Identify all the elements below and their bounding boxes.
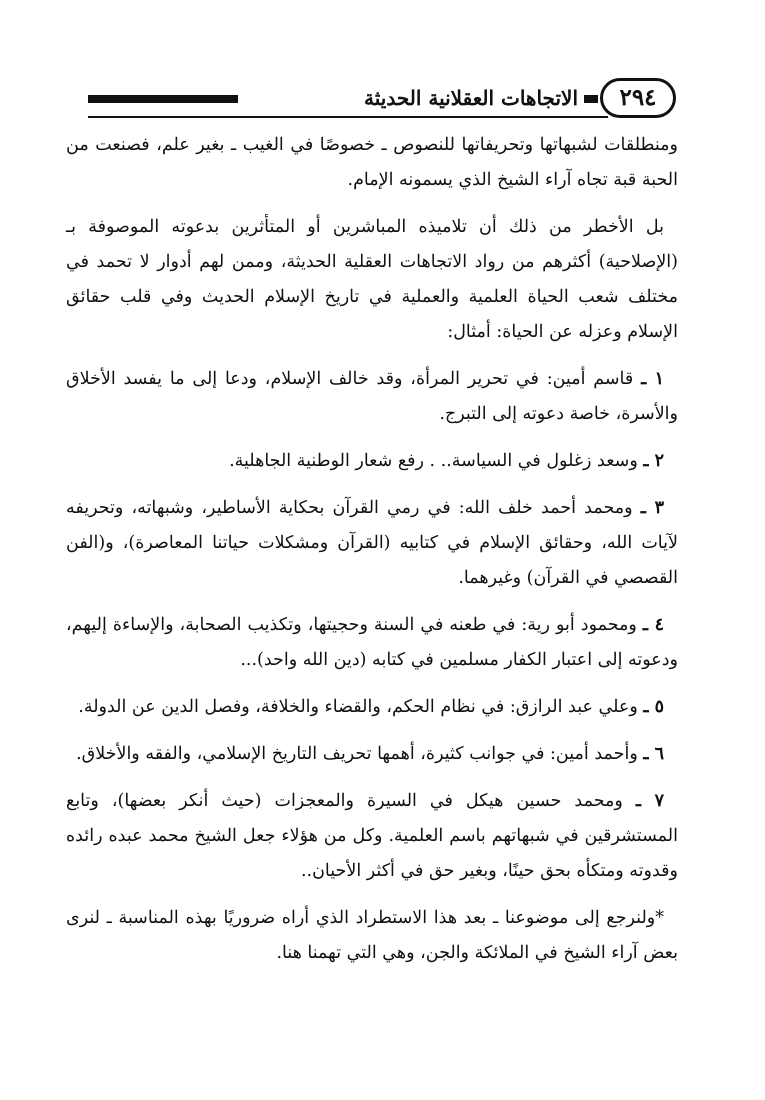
list-number: ١ ـ (641, 369, 664, 389)
header-ornament-left (88, 95, 238, 103)
list-text: ومحمد حسين هيكل في السيرة والمعجزات (حيث أنكر بعضها)، وتابع المستشرقين في شبهاتهم باسم العلمية. وكل من هؤلاء جعل الشيخ محمد عبده رائده وقدوته ومتكأه بحق حينًا، وبغير حق في أكثر الأحيان.. (66, 791, 678, 881)
list-text: ومحمد أحمد خلف الله: في رمي القرآن بحكاية الأساطير، وشبهاته، وتحريفه لآيات الله، وحقائق الإسلام في كتابيه (القرآن ومشكلات حياتنا المعاصرة)، و(الفن القصصي في القرآن) وغيرهما. (66, 498, 678, 588)
list-text: ومحمود أبو رية: في طعنه في السنة وحجيتها، وتكذيب الصحابة، والإساءة إليهم، ودعوته إلى اعتبار الكفار مسلمين في كتابه (دين الله واحد)... (66, 615, 678, 670)
list-number: ٢ ـ (643, 451, 664, 471)
paragraph-closing: *ولنرجع إلى موضوعنا ـ بعد هذا الاستطراد الذي أراه ضروريًا بهذه المناسبة ـ لنرى بعض آراء الشيخ في الملائكة والجن، وهي التي تهمنا هنا. (66, 908, 678, 963)
list-item (66, 444, 678, 479)
list-item (66, 784, 678, 889)
paragraph-continuation: ومنطلقات لشبهاتها وتحريفاتها للنصوص ـ خصوصًا في الغيب ـ بغير علم، فصنعت من الحبة قبة تجاه آراء الشيخ الذي يسمونه الإمام. (66, 135, 678, 190)
page-header (88, 78, 680, 120)
running-title: الاتجاهات العقلانية الحديثة (364, 86, 578, 110)
header-ornament-right (584, 95, 598, 103)
page-number: ٢٩٤ (600, 78, 676, 118)
list-number: ٤ ـ (642, 615, 664, 635)
list-item (66, 690, 678, 725)
header-rule (88, 116, 608, 118)
list-item (66, 491, 678, 596)
list-number: ٧ ـ (635, 791, 664, 811)
list-item (66, 362, 678, 432)
list-item (66, 608, 678, 678)
body-text (66, 128, 678, 983)
list-text: وأحمد أمين: في جوانب كثيرة، أهمها تحريف التاريخ الإسلامي، والفقه والأخلاق. (76, 744, 638, 764)
list-number: ٦ ـ (643, 744, 664, 764)
list-number: ٣ ـ (640, 498, 664, 518)
list-text: وسعد زغلول في السياسة.. . رفع شعار الوطنية الجاهلية. (229, 451, 638, 471)
list-text: قاسم أمين: في تحرير المرأة، وقد خالف الإسلام، ودعا إلى ما يفسد الأخلاق والأسرة، خاصة دعوته إلى التبرج. (66, 369, 678, 424)
list-number: ٥ ـ (643, 697, 664, 717)
paragraph-intro: بل الأخطر من ذلك أن تلاميذه المباشرين أو المتأثرين بدعوته الموصوفة بـ (الإصلاحية) أكثرهم من رواد الاتجاهات العقلية الحديثة، وممن لهم أدوار لا تحمد في مختلف شعب الحياة العلمية والعملية في تاريخ الإسلام الحديث وفي قلب حقائق الإسلام وعزله عن الحياة: أمثال: (66, 217, 678, 342)
list-text: وعلي عبد الرازق: في نظام الحكم، والقضاء والخلافة، وفصل الدين عن الدولة. (78, 697, 638, 717)
list-item (66, 737, 678, 772)
